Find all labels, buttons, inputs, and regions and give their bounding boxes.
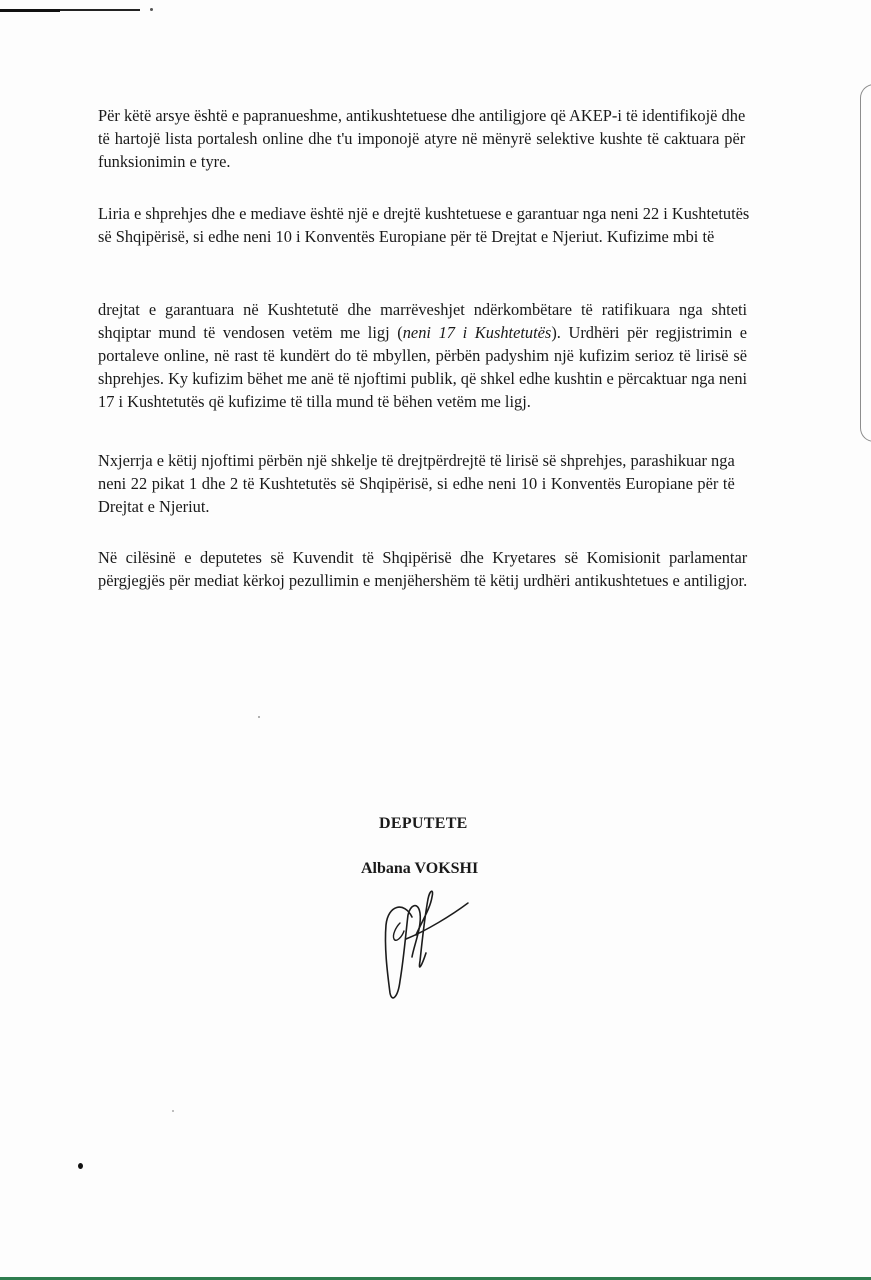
paragraph-5	[98, 546, 747, 592]
paragraph-1-line-1: Për këtë arsye është e papranueshme, antikushtetuese dhe antiligjore që AKEP-i të identifikojë dhe	[98, 106, 746, 125]
signatory-name: Albana VOKSHI	[361, 860, 479, 877]
paragraph-3-line-1: drejtat e garantuara në Kushtetutë dhe marrëveshjet ndërkombëtare të ratifikuara nga shteti	[98, 300, 748, 319]
paragraph-3-line-3: portaleve online, në rast të kundërt do të mbyllen, përbën padyshim një kufizim serioz të lirisë së	[98, 346, 748, 365]
paragraph-4-line-1: Nxjerrja e këtij njoftimi përbën një shkelje të drejtpërdrejtë të lirisë së shprehjes, parashikuar nga	[98, 451, 735, 470]
signature-block	[0, 815, 871, 1015]
paragraph-5-line-2: përgjegjës për mediat kërkoj pezullimin e menjëhershëm të këtij urdhëri antikushtetues e antiligjor.	[98, 571, 748, 590]
paragraph-2-line-2: së Shqipërisë, si edhe neni 10 i Konventës Europiane për të Drejtat e Njeriut. Kufizime mbi të	[98, 227, 715, 246]
edge-scroll-tab[interactable]	[860, 84, 871, 442]
paragraph-3-line-4: shprehjes. Ky kufizim bëhet me anë të njoftimi publik, që shkel edhe kushtin e përcaktuar nga neni	[98, 369, 748, 388]
paragraph-1	[98, 104, 745, 173]
paragraph-2-line-1: Liria e shprehjes dhe e mediave është një e drejtë kushtetuese e garantuar nga neni 22 i Kushtetutës	[98, 204, 750, 223]
paragraph-3-line-5: 17 i Kushtetutës që kufizime të tilla mund të bëhen vetëm me ligj.	[98, 392, 531, 411]
paragraph-3-line-2-text-a: shqiptar mund të vendosen vetëm me ligj (	[98, 323, 403, 342]
handwritten-signature	[360, 865, 480, 1005]
constitution-article-reference: neni 17 i Kushtetutës	[402, 323, 552, 342]
paragraph-1-line-3: funksionimin e tyre.	[98, 152, 231, 171]
paragraph-4	[98, 449, 735, 518]
paragraph-3	[98, 298, 747, 413]
paragraph-3-line-2-text-b: ). Urdhëri për regjistrimin e	[551, 323, 748, 342]
scan-speck	[258, 716, 260, 718]
top-rule-thick	[0, 9, 60, 12]
scan-speck	[172, 1110, 174, 1112]
paragraph-4-line-2: neni 22 pikat 1 dhe 2 të Kushtetutës së Shqipërisë, si edhe neni 10 i Konventës Europiane për të	[98, 474, 735, 493]
scan-speck	[78, 1163, 83, 1169]
scan-speck	[150, 8, 153, 11]
paragraph-2	[98, 202, 749, 248]
paragraph-1-line-2: të hartojë lista portalesh online dhe t'u imponojë atyre në mënyrë selektive kushte të caktuara për	[98, 129, 746, 148]
paragraph-4-line-3: Drejtat e Njeriut.	[98, 497, 210, 516]
signature-title: DEPUTETE	[379, 815, 468, 832]
paragraph-3-line-2	[98, 321, 747, 344]
paragraph-5-line-1: Në cilësinë e deputetes së Kuvendit të Shqipërisë dhe Kryetares së Komisionit parlamentar	[98, 548, 748, 567]
